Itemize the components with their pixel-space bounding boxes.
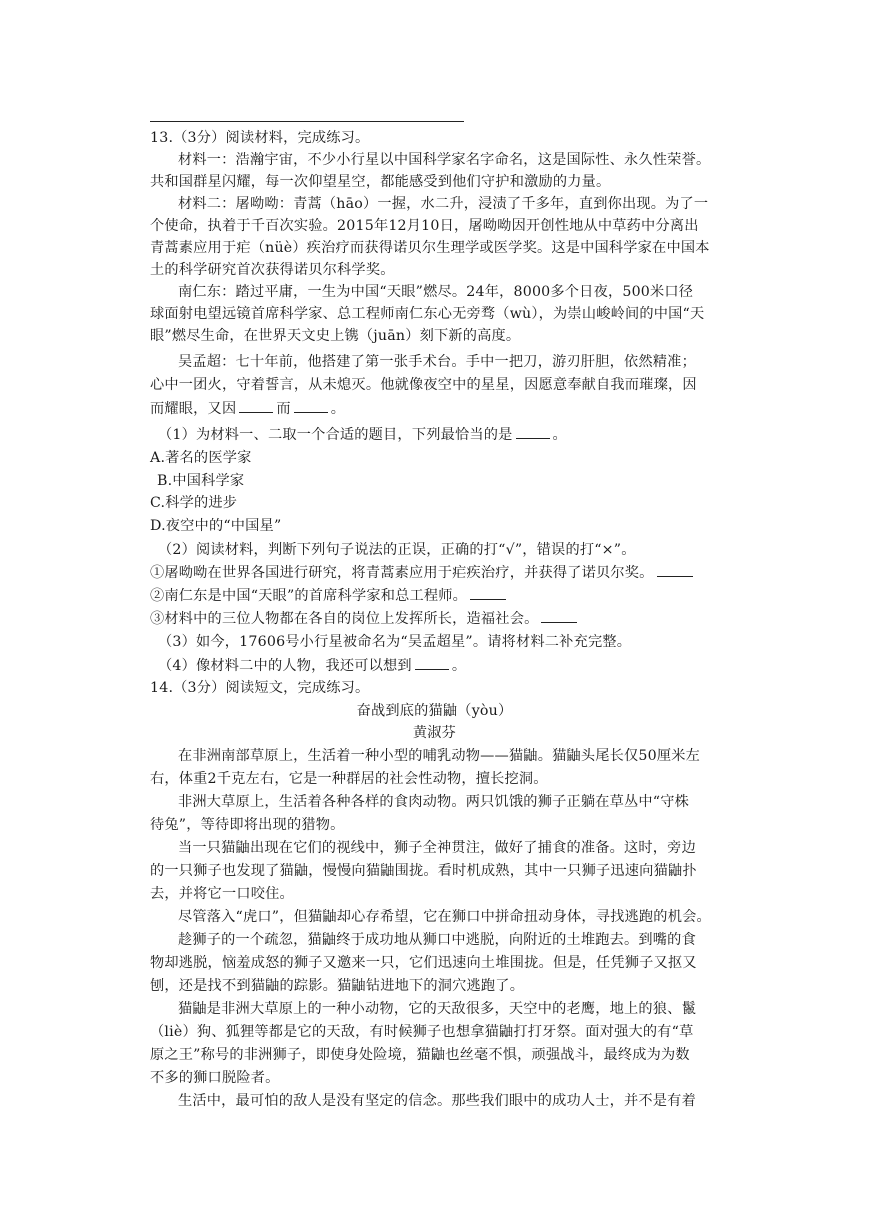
- answer-blank[interactable]: [470, 587, 506, 600]
- top-divider: [150, 121, 464, 122]
- paragraph-line: 吴孟超：七十年前，他搭建了第一张手术台。手中一把刀，游刃肝胆，依然精准；: [178, 354, 696, 370]
- article-line: 在非洲南部草原上，生活着一种小型的哺乳动物——猫鼬。猫鼬头尾长仅50厘米左: [178, 748, 701, 764]
- article-line: 原之王”称号的非洲狮子，即使身处险境，猫鼬也丝毫不惧，顽强战斗，最终成为为数: [150, 1047, 690, 1063]
- article-line: 非洲大草原上，生活着各种各样的食肉动物。两只饥饿的狮子正躺在草丛中“守株: [178, 794, 690, 810]
- paragraph-line: 心中一团火，守着誓言，从未熄灭。他就像夜空中的星星，因愿意奉献自我而璀璨，因: [150, 377, 697, 393]
- article-title: 奋战到底的猫鼬（yòu）: [356, 703, 513, 719]
- paragraph-line: 土的科学研究首次获得诺贝尔科学奖。: [150, 262, 395, 278]
- subquestion-text: 。: [552, 427, 567, 443]
- q13-header: 13.（3分）阅读材料，完成练习。: [150, 130, 370, 146]
- paragraph-line: 眼”燃尽生命，在世界天文史上镌（juān）刻下新的高度。: [150, 328, 521, 344]
- article-line: 猫鼬是非洲大草原上的一种小动物，它的天敌很多，天空中的老鹰，地上的狼、鬣: [178, 1001, 696, 1017]
- judgement-text: ②南仁东是中国“天眼”的首席科学家和总工程师。: [150, 588, 468, 604]
- paragraph-line-with-blanks: [150, 398, 345, 420]
- subquestion-4: [158, 655, 466, 677]
- answer-blank[interactable]: [239, 400, 273, 413]
- line-text: 而: [276, 401, 291, 417]
- subquestion-text: （4）像材料二中的人物，我还可以想到: [158, 658, 412, 674]
- article-line: 趁狮子的一个疏忽，猫鼬终于成功地从狮口中逃脱，向附近的土堆跑去。到嘴的食: [178, 932, 696, 948]
- subquestion-2: （2）阅读材料，判断下列句子说法的正误，正确的打“√”，错误的打“×”。: [158, 542, 636, 558]
- option-b[interactable]: B.中国科学家: [157, 473, 245, 489]
- subquestion-text: （1）为材料一、二取一个合适的题目，下列最恰当的是: [158, 427, 513, 443]
- article-line: 尽管落入“虎口”，但猫鼬却心存希望，它在狮口中拼命扭动身体，寻找逃跑的机会。: [178, 909, 711, 925]
- article-author: 黄淑芬: [412, 725, 457, 741]
- judgement-3: [150, 608, 580, 630]
- article-line: 生活中，最可怕的敌人是没有坚定的信念。那些我们眼中的成功人士，并不是有着: [178, 1093, 696, 1109]
- answer-blank[interactable]: [415, 657, 449, 670]
- q14-header: 14.（3分）阅读短文，完成练习。: [150, 680, 370, 696]
- subquestion-3: （3）如今，17606号小行星被命名为“吴孟超星”。请将材料二补充完整。: [158, 634, 632, 650]
- article-line: 物却逃脱，恼羞成怒的狮子又邀来一只，它们迅速向土堆围拢。但是，任凭狮子又抠又: [150, 955, 697, 971]
- article-line: 不多的狮口脱险者。: [150, 1070, 280, 1086]
- paragraph-line: 个使命，执着于千百次实验。2015年12月10日，屠呦呦因开创性地从中草药中分离出: [150, 218, 699, 234]
- paragraph-line: 球面射电望远镜首席科学家、总工程师南仁东心无旁骛（wù），为崇山峻岭间的中国“天: [150, 306, 705, 322]
- paragraph-line: 青蒿素应用于疟（nüè）疾治疗而获得诺贝尔生理学或医学奖。这是中国科学家在中国本: [150, 240, 710, 256]
- paragraph-line: 南仁东：踏过平庸，一生为中国“天眼”燃尽。24年，8000多个日夜，500米口径: [178, 284, 694, 300]
- article-line: 待兔”，等待即将出现的猎物。: [150, 817, 345, 833]
- answer-blank[interactable]: [657, 564, 693, 577]
- article-line: 右，体重2千克左右，它是一种群居的社会性动物，擅长挖洞。: [150, 771, 548, 787]
- option-d[interactable]: D.夜空中的“中国星”: [150, 518, 282, 534]
- judgement-text: ③材料中的三位人物都在各自的岗位上发挥所长，造福社会。: [150, 611, 539, 627]
- option-c[interactable]: C.科学的进步: [150, 495, 238, 511]
- option-a[interactable]: A.著名的医学家: [150, 450, 252, 466]
- answer-blank[interactable]: [294, 400, 328, 413]
- judgement-text: ①屠呦呦在世界各国进行研究，将青蒿素应用于疟疾治疗，并获得了诺贝尔奖。: [150, 565, 654, 581]
- answer-blank[interactable]: [516, 426, 550, 439]
- article-line: 当一只猫鼬出现在它们的视线中，狮子全神贯注，做好了捕食的准备。这时，旁边: [178, 840, 696, 856]
- subquestion-text: 。: [451, 658, 467, 674]
- article-line: （liè）狗、狐狸等都是它的天敌，有时候狮子也想拿猫鼬打打牙祭。面对强大的有“草: [150, 1024, 694, 1040]
- article-line: 的一只狮子也发现了猫鼬，慢慢向猫鼬围拢。看时机成熟，其中一只狮子迅速向猫鼬扑: [150, 863, 697, 879]
- judgement-2: [150, 585, 509, 607]
- paragraph-line: 材料二：屠呦呦：青蒿（hāo）一握，水二升，浸渍了千多年，直到你出现。为了一: [178, 196, 709, 212]
- paragraph-line: 共和国群星闪耀，每一次仰望星空，都能感受到他们守护和激励的力量。: [150, 174, 611, 190]
- paragraph-line: 材料一：浩瀚宇宙，不少小行星以中国科学家名字命名，这是国际性、永久性荣誉。: [178, 152, 711, 168]
- line-text: 而耀眼，又因: [150, 401, 237, 417]
- subquestion-1: [158, 424, 567, 446]
- answer-blank[interactable]: [541, 610, 577, 623]
- line-text: 。: [330, 401, 346, 417]
- article-line: 刨，还是找不到猫鼬的踪影。猫鼬钻进地下的洞穴逃跑了。: [150, 978, 525, 994]
- judgement-1: [150, 562, 696, 584]
- article-line: 去，并将它一口咬住。: [150, 886, 294, 902]
